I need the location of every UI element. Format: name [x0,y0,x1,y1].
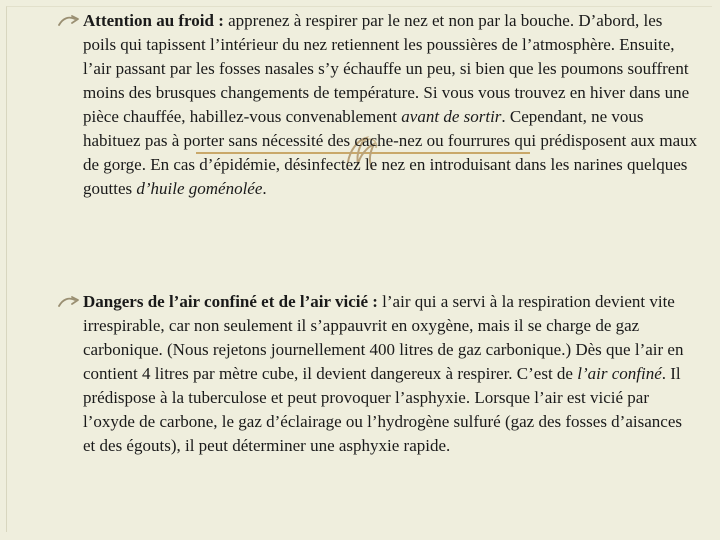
bullet-body: . [262,179,267,198]
bullet-body: . Il prédispose à la tuberculose et peut provoquer l’asphyxie. Lorsque l’air est vicié par l’oxyde de carbone, le gaz d’éclairage ou l’hydrogène sulfuré (gaz des fosses d’aisances et des égouts), il peut déterminer une asphyxie rapide. [83,364,682,455]
bullet-body: apprenez à respirer par le nez et non par la bouche. D’abord, les poils qui tapissent l’intérieur du nez retiennent les poussières de l’atmosphère. Ensuite, l’air passant par les fosses nasales s’y échauffe un peu, si bien que les poumons souffrent moins des brusques changements de température. Si vous vous trouvez en hiver dans une pièce chauffée, habillez-vous convenablement [83,11,690,126]
bullet-item-froid [58,9,698,201]
curved-arrow-bullet-icon [58,14,80,28]
bullet-item-air-confine [58,290,698,458]
bullet-heading: Dangers de l’air confiné et de l’air vicié : [83,292,378,311]
bullet-italic-phrase: l’air confiné [577,364,662,383]
bullet-text [83,9,698,201]
bullet-italic-phrase: avant de sortir [401,107,502,126]
bullet-heading: Attention au froid : [83,11,224,30]
bullet-body: . Cependant, ne vous habituez pas à porter sans nécessité des cache-nez ou fourrures qui prédisposent aux maux de gorge. En cas d’épidémie, désinfectez le nez en introduisant dans les narines quelques gouttes [83,107,698,198]
bullet-italic-phrase: d’huile goménolée [136,179,263,198]
curved-arrow-bullet-icon [58,295,80,309]
bullet-body: l’air qui a servi à la respiration devient vite irrespirable, car non seulement il s’appauvrit en oxygène, mais il se charge de gaz carbonique. (Nous rejetons journellement 400 litres de gaz carbonique.) Dès que l’air en contient 4 litres par mètre cube, il devient dangereux à respirer. C’est de [83,292,684,383]
bullet-text [83,290,698,458]
